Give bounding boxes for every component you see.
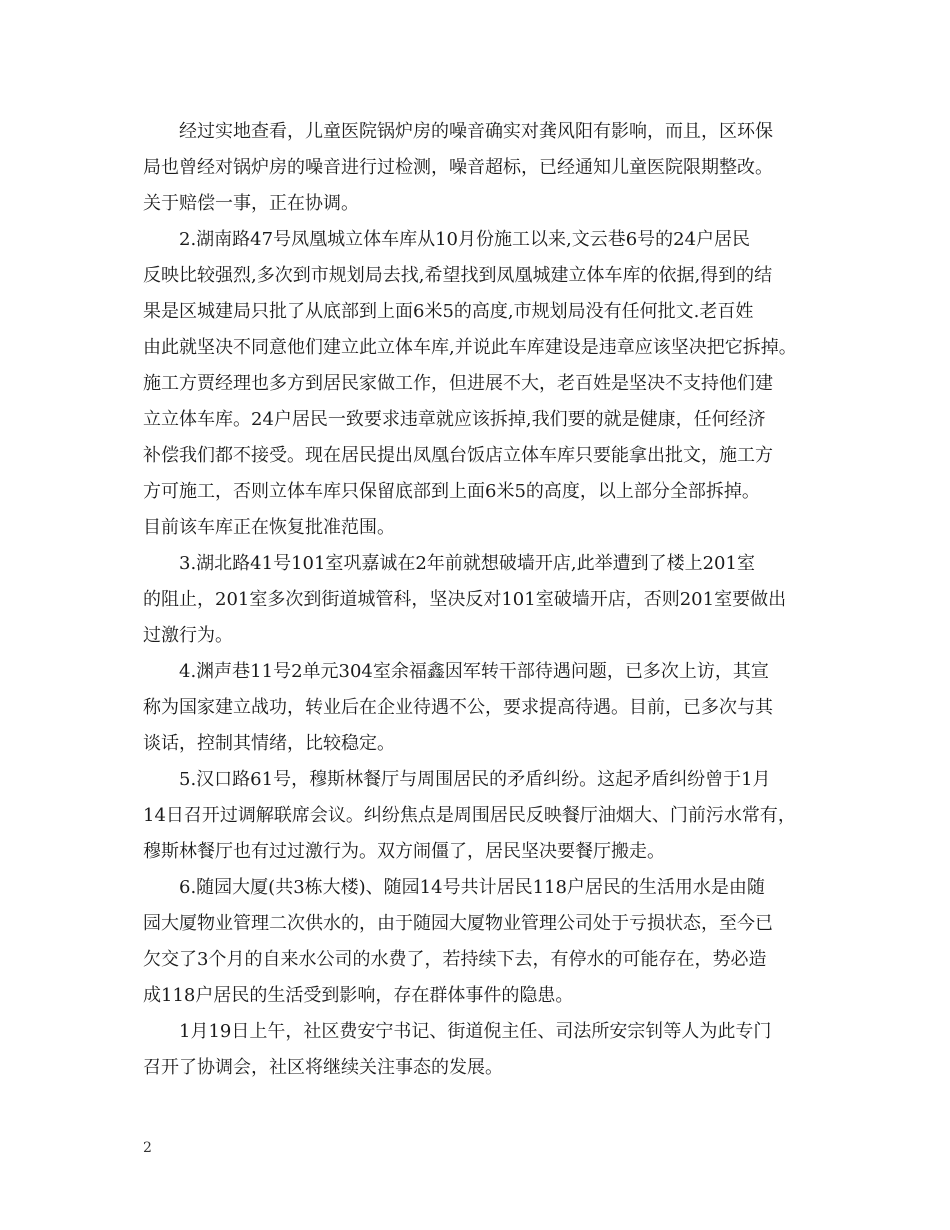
text-line: 3.湖北路41号101室巩嘉诚在2年前就想破墙开店,此举遭到了楼上201室 — [179, 553, 755, 574]
text-line: 1月19日上午，社区费安宁书记、街道倪主任、司法所安宗钊等人为此专门 — [179, 1021, 772, 1042]
text-line: 反映比较强烈,多次到市规划局去找,希望找到凤凰城建立体车库的依据,得到的结 — [143, 265, 773, 286]
text-line: 关于赔偿一事，正在协调。 — [143, 193, 359, 214]
text-line: 成118户居民的生活受到影响，存在群体事件的隐患。 — [143, 985, 574, 1006]
text-line: 2.湖南路47号凤凰城立体车库从10月份施工以来,文云巷6号的24户居民 — [179, 229, 751, 250]
text-line: 6.随园大厦(共3栋大楼)、随园14号共计居民118户居民的生活用水是由随 — [179, 877, 765, 898]
text-line: 果是区城建局只批了从底部到上面6米5的高度,市规划局没有任何批文.老百姓 — [143, 301, 754, 322]
text-line: 14日召开过调解联席会议。纠纷焦点是周围居民反映餐厅油烟大、门前污水常有， — [143, 805, 796, 826]
text-line: 的阻止，201室多次到街道城管科，坚决反对101室破墙开店，否则201室要做出 — [143, 589, 787, 610]
text-line: 5.汉口路61号，穆斯林餐厅与周围居民的矛盾纠纷。这起矛盾纠纷曾于1月 — [179, 769, 771, 790]
text-line: 召开了协调会，社区将继续关注事态的发展。 — [143, 1057, 503, 1078]
text-line: 立立体车库。24户居民一致要求违章就应该拆掉,我们要的就是健康，任何经济 — [143, 409, 766, 430]
text-line: 补偿我们都不接受。现在居民提出凤凰台饭店立体车库只要能拿出批文，施工方 — [143, 445, 773, 466]
text-line: 目前该车库正在恢复批准范围。 — [143, 517, 395, 538]
text-line: 4.渊声巷11号2单元304室余福鑫因军转干部待遇问题，已多次上访，其宣 — [179, 661, 769, 682]
text-line: 施工方贾经理也多方到居民家做工作，但进展不大，老百姓是坚决不支持他们建 — [143, 373, 773, 394]
text-line: 穆斯林餐厅也有过过激行为。双方闹僵了，居民坚决要餐厅搬走。 — [143, 841, 665, 862]
page-number: 2 — [143, 1140, 152, 1156]
text-line: 过激行为。 — [143, 625, 233, 646]
text-line: 称为国家建立战功，转业后在企业待遇不公，要求提高待遇。目前，已多次与其 — [143, 697, 773, 718]
text-line: 园大厦物业管理二次供水的，由于随园大厦物业管理公司处于亏损状态，至今已 — [143, 913, 773, 934]
text-line: 谈话，控制其情绪，比较稳定。 — [143, 733, 395, 754]
text-line: 由此就坚决不同意他们建立此立体车库,并说此车库建设是违章应该坚决把它拆掉。 — [143, 337, 797, 358]
text-line: 局也曾经对锅炉房的噪音进行过检测，噪音超标，已经通知儿童医院限期整改。 — [143, 157, 773, 178]
text-line: 方可施工，否则立体车库只保留底部到上面6米5的高度，以上部分全部拆掉。 — [143, 481, 760, 502]
text-line: 欠交了3个月的自来水公司的水费了，若持续下去，有停水的可能存在，势必造 — [143, 949, 767, 970]
text-line: 经过实地查看，儿童医院锅炉房的噪音确实对龚风阳有影响，而且，区环保 — [179, 121, 773, 142]
